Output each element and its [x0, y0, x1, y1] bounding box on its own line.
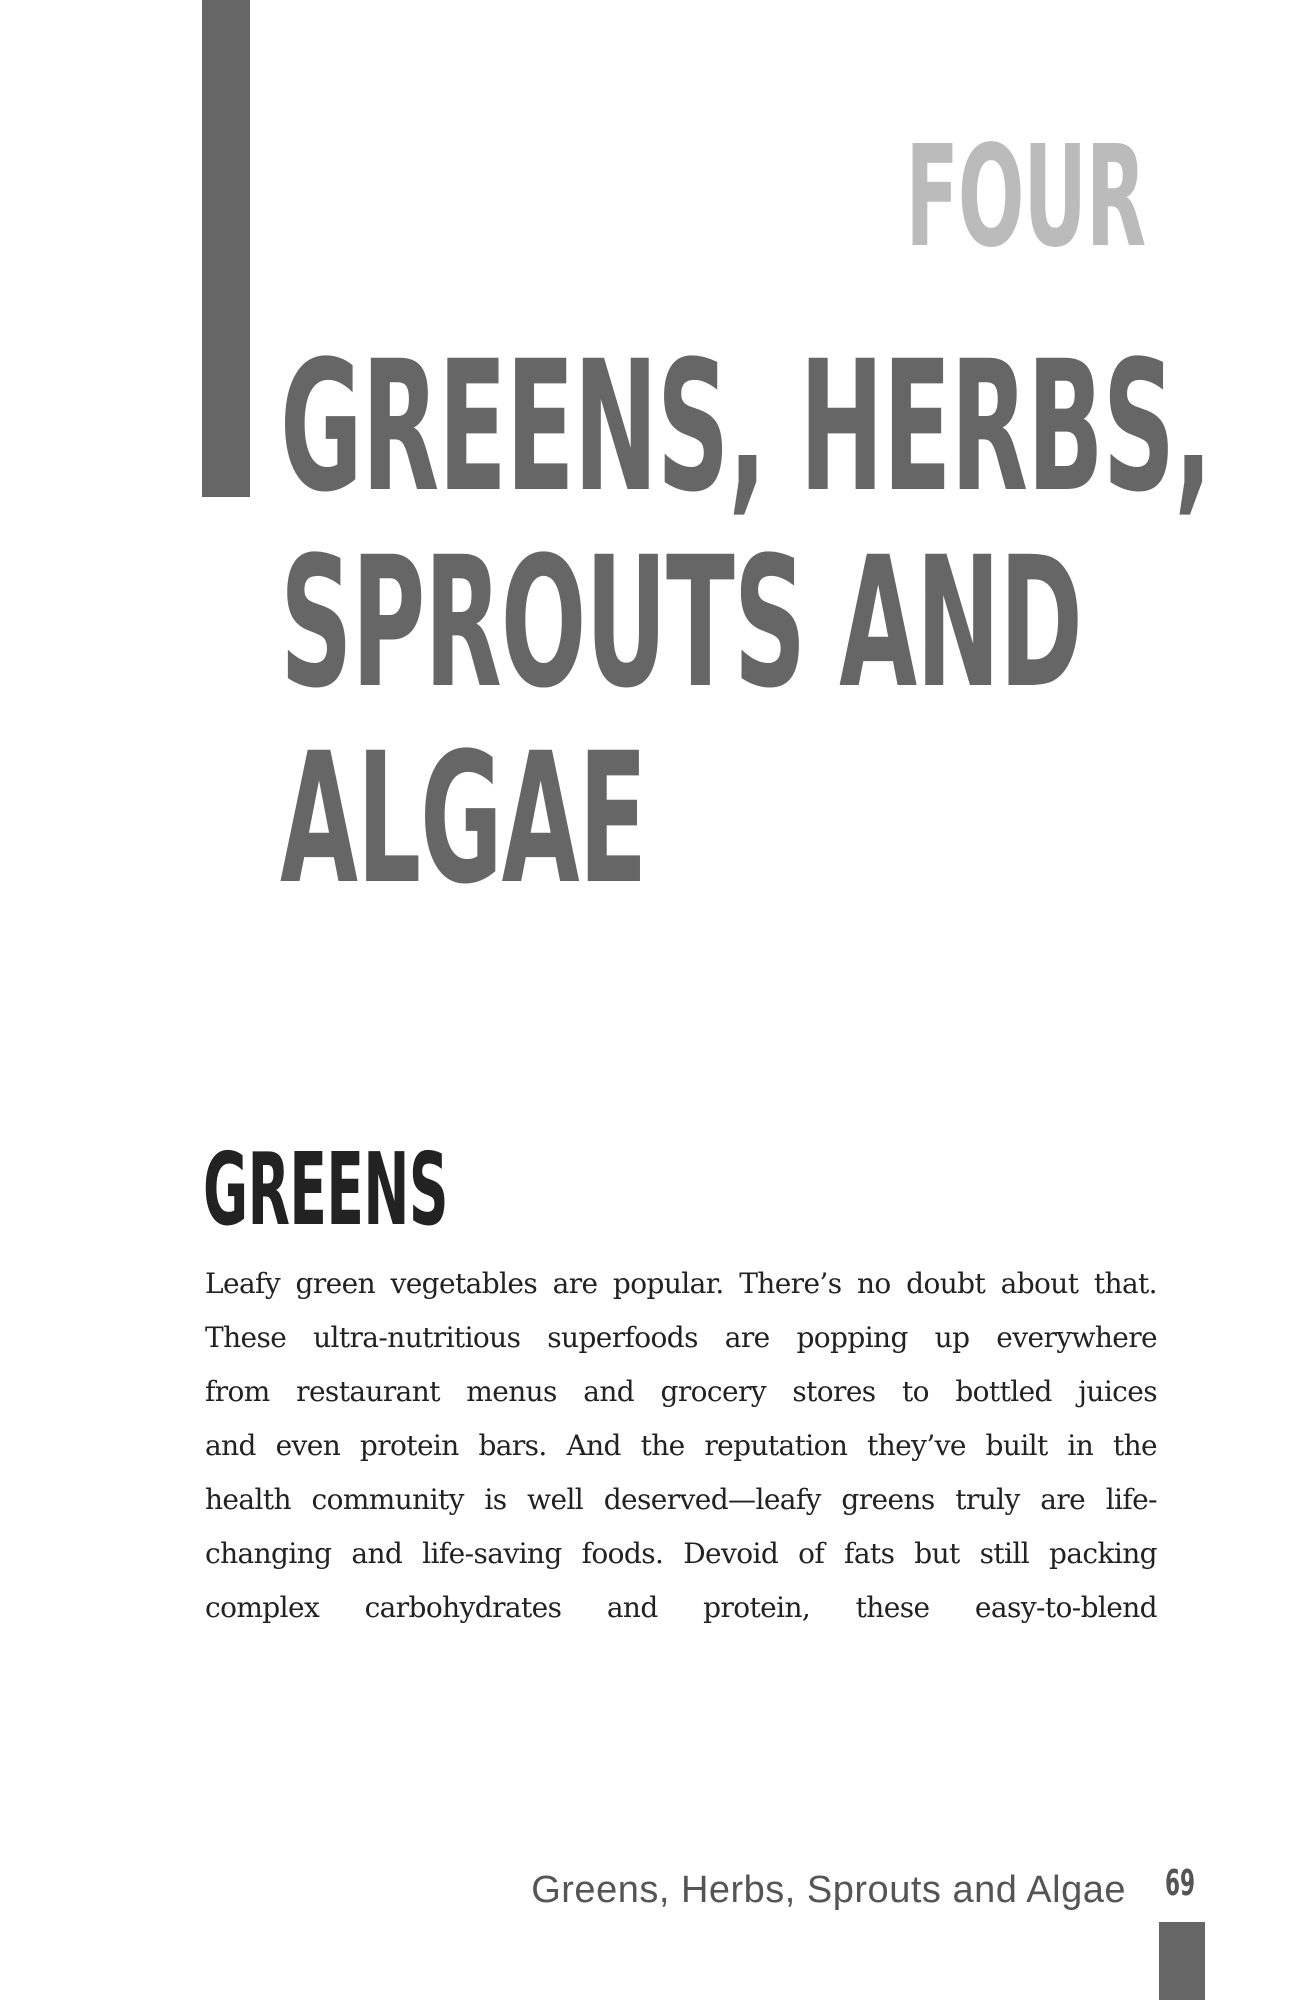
chapter-title-line: ALGAE [280, 715, 647, 924]
chapter-accent-bar [202, 0, 250, 497]
chapter-number: FOUR [905, 116, 1145, 279]
body-line: complex carbohydrates and protein, these easy-to-blend [205, 1591, 1157, 1624]
body-line: These ultra-nutritious superfoods are popping up everywhere [205, 1321, 1157, 1354]
footer-accent-bar [1159, 1922, 1205, 2000]
body-line: changing and life-saving foods. Devoid of fats but still packing [205, 1537, 1157, 1570]
body-line: and even protein bars. And the reputation they’ve built in the [205, 1429, 1157, 1462]
body-paragraph [205, 1257, 1157, 1635]
body-line: health community is well deserved—leafy greens truly are life- [205, 1483, 1157, 1516]
section-heading: GREENS [203, 1131, 448, 1248]
page-number: 69 [1165, 1863, 1196, 1904]
body-line: Leafy green vegetables are popular. There’s no doubt about that. [205, 1267, 1157, 1300]
chapter-title [280, 323, 1212, 924]
chapter-title-line: SPROUTS AND [280, 519, 1082, 728]
body-line: from restaurant menus and grocery stores to bottled juices [205, 1375, 1157, 1408]
running-footer-title: Greens, Herbs, Sprouts and Algae [531, 1869, 1126, 1911]
chapter-title-line: GREENS, HERBS, [280, 323, 1212, 532]
